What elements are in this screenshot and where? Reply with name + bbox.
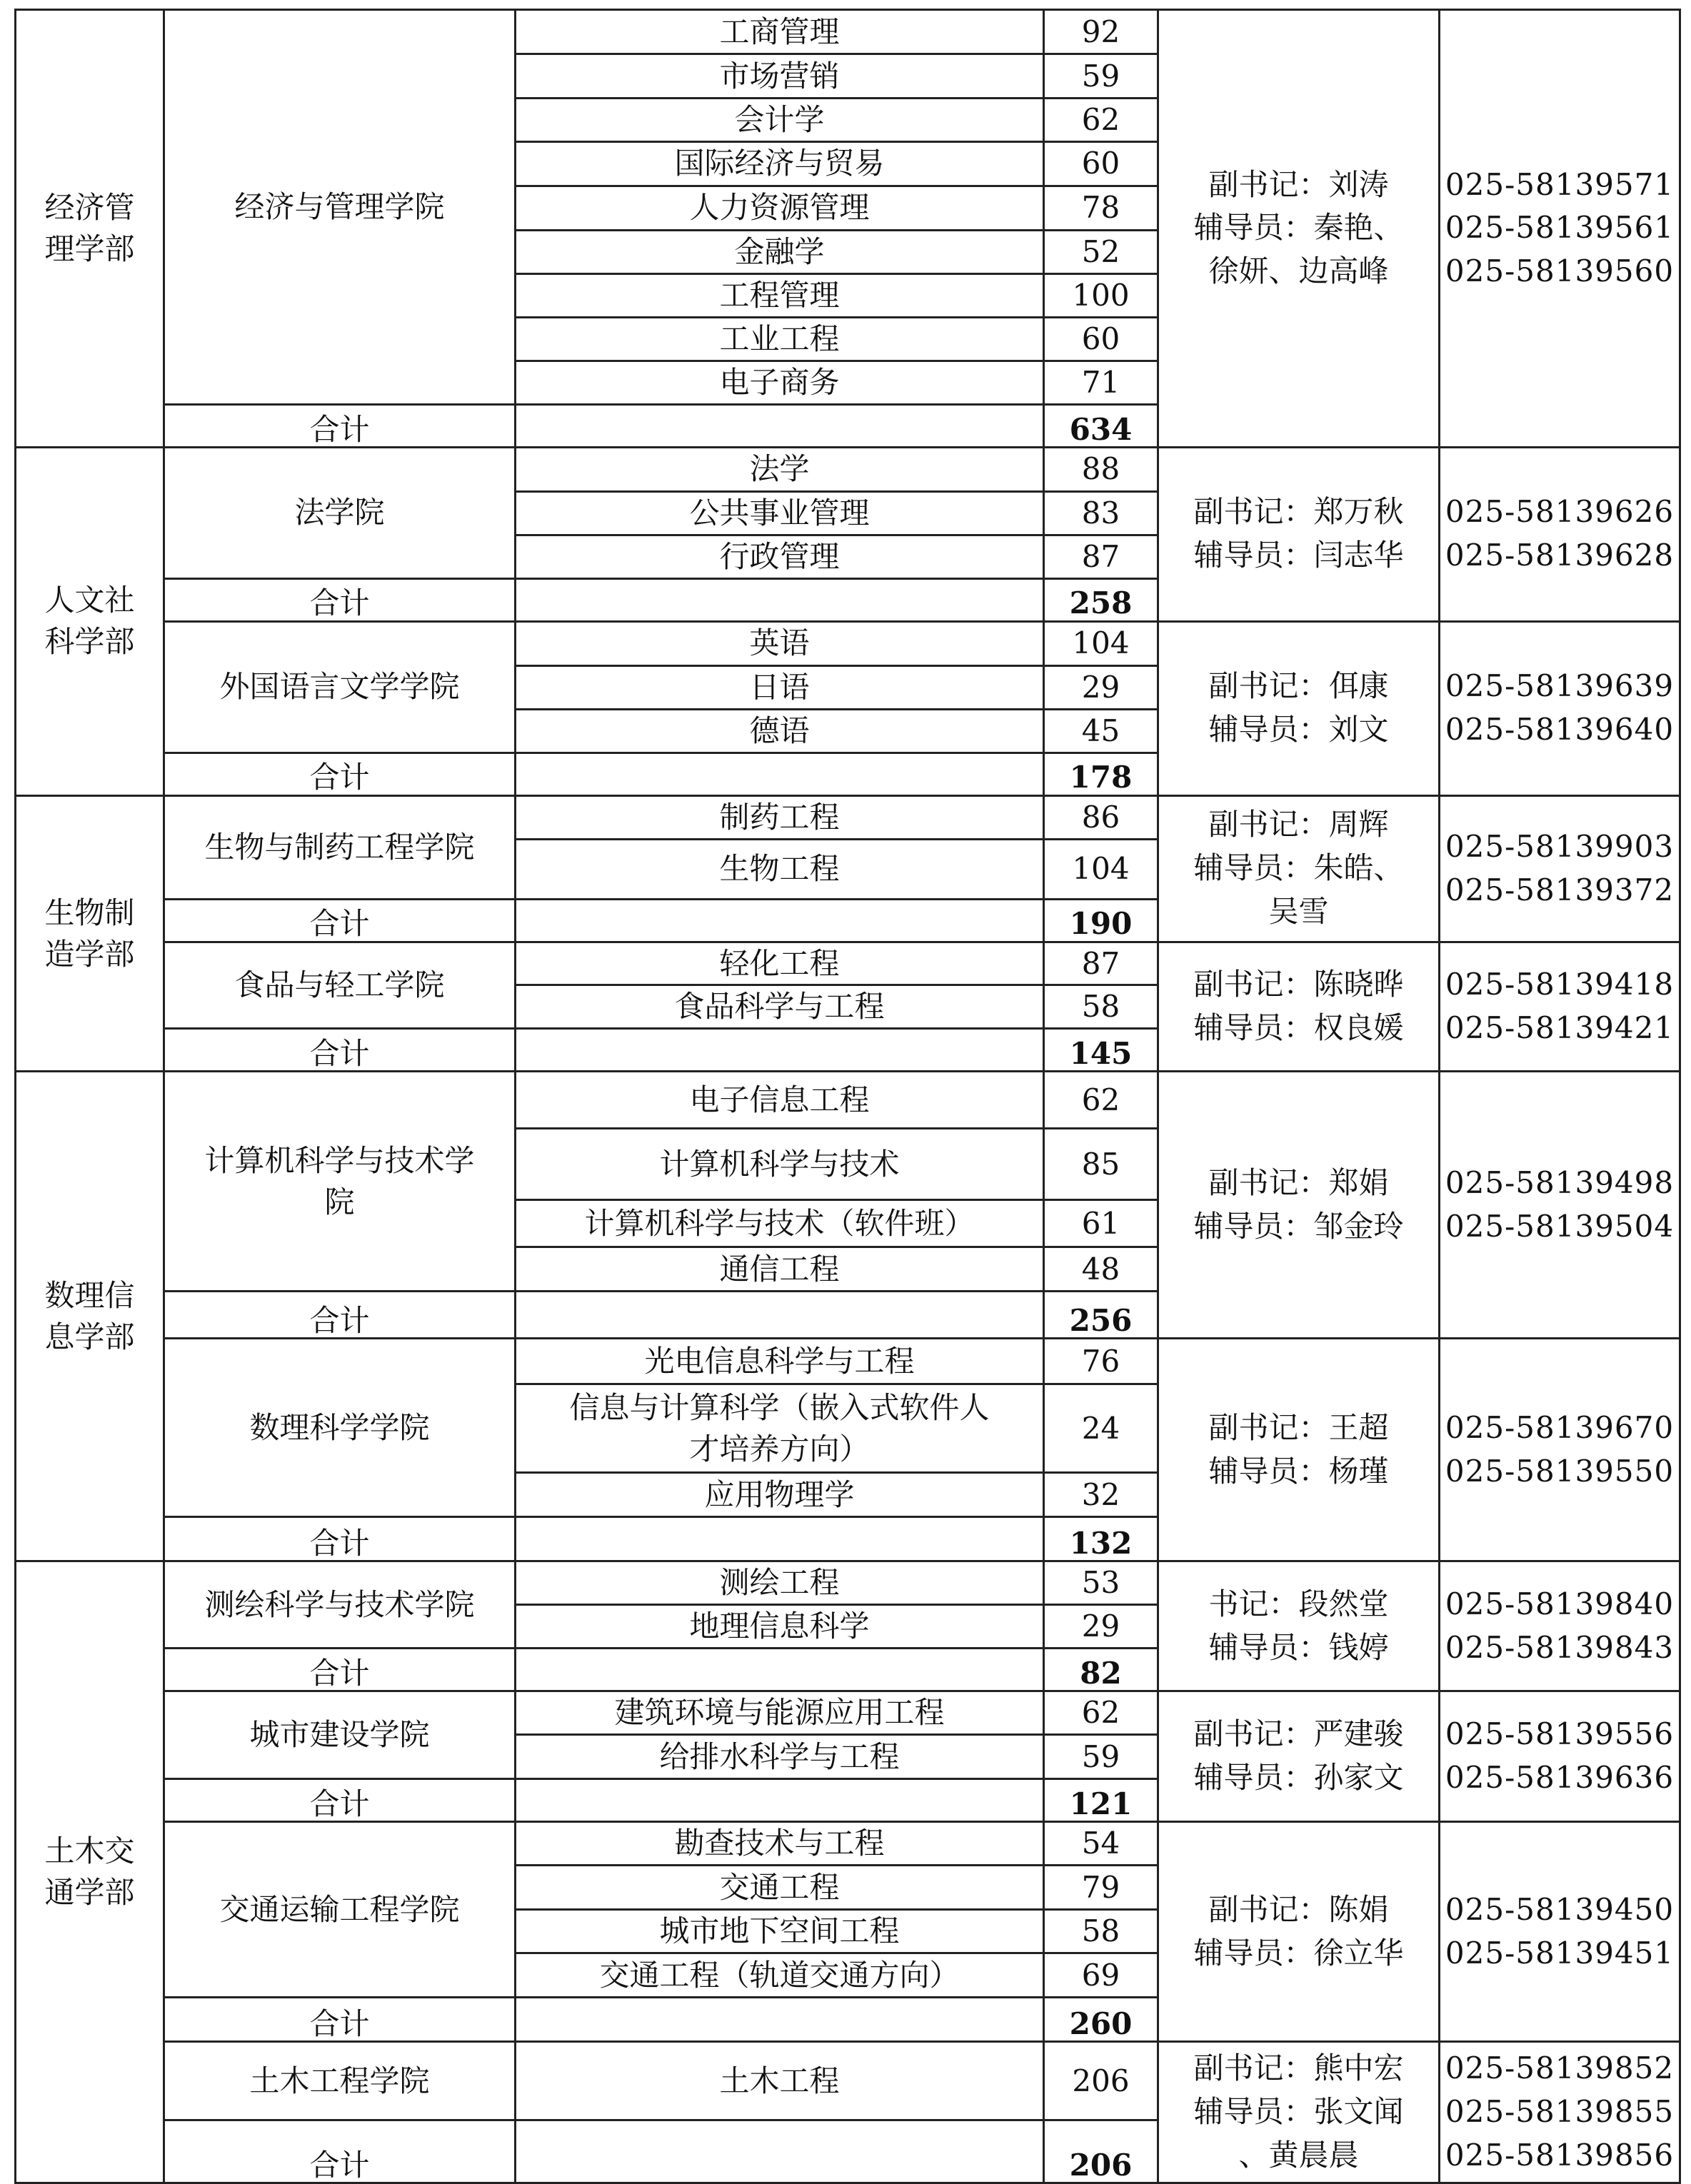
major-name: 给排水科学与工程 xyxy=(659,1738,900,1774)
contact-person: 辅导员：朱皓、 xyxy=(1193,850,1404,886)
major-name: 交通工程（轨道交通方向） xyxy=(599,1957,960,1993)
contact-person: 辅导员：闫志华 xyxy=(1193,538,1404,573)
table-row xyxy=(16,447,1680,491)
major-count: 71 xyxy=(1044,361,1158,404)
total-label: 合计 xyxy=(164,753,516,795)
phone-number: 025-58139856 xyxy=(1445,2138,1675,2173)
total-empty-cell xyxy=(516,753,1044,795)
major-count: 62 xyxy=(1044,99,1158,142)
major-name-cell xyxy=(516,1822,1044,1866)
major-count: 52 xyxy=(1044,230,1158,273)
contact-cell xyxy=(1158,1339,1440,1561)
contact-person: 辅导员：钱婷 xyxy=(1208,1629,1389,1665)
phone-number: 025-58139421 xyxy=(1445,1010,1675,1045)
phone-number: 025-58139670 xyxy=(1445,1410,1675,1446)
contact-cell xyxy=(1158,1072,1440,1339)
contact-person: 副书记：郑万秋 xyxy=(1193,494,1404,530)
college-name-cell xyxy=(164,795,516,899)
college-name: 测绘科学与技术学院 xyxy=(204,1586,475,1622)
major-count: 60 xyxy=(1044,317,1158,361)
table-row xyxy=(16,1072,1680,1129)
major-name: 测绘工程 xyxy=(719,1565,840,1601)
major-name: 金融学 xyxy=(734,233,825,269)
major-count: 85 xyxy=(1044,1129,1158,1200)
contact-person: 辅导员：徐立华 xyxy=(1193,1935,1404,1971)
phone-number: 025-58139504 xyxy=(1445,1208,1675,1244)
college-name-cell xyxy=(164,10,516,405)
phone-number: 025-58139498 xyxy=(1445,1165,1675,1201)
total-count: 190 xyxy=(1044,899,1158,942)
contact-person: 、黄晨晨 xyxy=(1238,2138,1359,2173)
major-name-cell xyxy=(516,2042,1044,2120)
phone-number: 025-58139571 xyxy=(1445,166,1675,202)
major-name: 城市地下空间工程 xyxy=(659,1913,900,1949)
contact-person: 辅导员：权良媛 xyxy=(1193,1010,1404,1045)
phone-number: 025-58139560 xyxy=(1445,253,1675,289)
total-label: 合计 xyxy=(164,1292,516,1339)
total-empty-cell xyxy=(516,899,1044,942)
major-name: 食品科学与工程 xyxy=(674,989,885,1025)
division-name: 数理信 xyxy=(44,1277,135,1313)
major-name-cell xyxy=(516,1691,1044,1735)
major-name-cell xyxy=(516,1561,1044,1605)
contact-cell xyxy=(1158,942,1440,1072)
phone-number: 025-58139626 xyxy=(1445,494,1675,530)
major-name-cell xyxy=(516,1129,1044,1200)
major-name: 光电信息科学与工程 xyxy=(644,1343,915,1379)
college-name: 交通运输工程学院 xyxy=(219,1891,460,1927)
contact-cell xyxy=(1158,795,1440,942)
major-name-cell xyxy=(516,1247,1044,1292)
major-count: 104 xyxy=(1044,621,1158,665)
major-name: 信息与计算科学（嵌入式软件人 xyxy=(569,1389,990,1425)
total-label: 合计 xyxy=(164,2120,516,2183)
total-label: 合计 xyxy=(164,1779,516,1822)
major-count: 88 xyxy=(1044,447,1158,491)
major-name-cell xyxy=(516,141,1044,186)
major-name: 地理信息科学 xyxy=(689,1609,870,1644)
major-name-cell xyxy=(516,1473,1044,1517)
major-name: 才培养方向） xyxy=(689,1431,870,1466)
division-name: 人文社 xyxy=(44,583,135,618)
division-name: 科学部 xyxy=(44,624,135,660)
college-name: 数理科学学院 xyxy=(249,1409,430,1445)
major-name: 德语 xyxy=(749,713,810,748)
major-name-cell xyxy=(516,1735,1044,1779)
major-count: 29 xyxy=(1044,665,1158,709)
contact-person: 书记：段然堂 xyxy=(1208,1586,1389,1621)
major-count: 32 xyxy=(1044,1473,1158,1517)
college-name-cell xyxy=(164,942,516,1029)
major-name-cell xyxy=(516,10,1044,54)
phone-number: 025-58139556 xyxy=(1445,1716,1675,1752)
phone-number: 025-58139840 xyxy=(1445,1586,1675,1621)
phone-cell xyxy=(1440,942,1680,1072)
contact-person: 辅导员：邹金玲 xyxy=(1193,1208,1404,1244)
phone-number: 025-58139628 xyxy=(1445,538,1675,573)
major-name-cell xyxy=(516,273,1044,317)
major-name-cell xyxy=(516,795,1044,839)
college-name: 土木工程学院 xyxy=(249,2063,430,2098)
division-name-cell xyxy=(16,1561,164,2183)
total-count: 121 xyxy=(1044,1779,1158,1822)
major-name: 国际经济与贸易 xyxy=(674,146,885,181)
contact-cell xyxy=(1158,1561,1440,1691)
total-count: 206 xyxy=(1044,2120,1158,2183)
major-name: 工程管理 xyxy=(719,277,840,313)
major-name: 日语 xyxy=(749,669,810,705)
contact-person: 辅导员：秦艳、 xyxy=(1193,210,1404,246)
total-empty-cell xyxy=(516,2120,1044,2183)
total-count: 258 xyxy=(1044,578,1158,621)
major-count: 53 xyxy=(1044,1561,1158,1605)
total-label: 合计 xyxy=(164,1517,516,1561)
college-name-cell xyxy=(164,1822,516,1998)
major-name: 应用物理学 xyxy=(704,1476,855,1512)
major-name-cell xyxy=(516,665,1044,709)
major-name: 法学 xyxy=(749,451,810,487)
contact-person: 辅导员：杨瑾 xyxy=(1208,1453,1389,1489)
major-count: 83 xyxy=(1044,491,1158,535)
total-empty-cell xyxy=(516,1649,1044,1691)
contact-person: 辅导员：张文闻 xyxy=(1193,2094,1404,2130)
college-name-cell xyxy=(164,2042,516,2120)
enrollment-table xyxy=(14,9,1681,2184)
total-empty-cell xyxy=(516,1029,1044,1072)
major-count: 100 xyxy=(1044,273,1158,317)
phone-cell xyxy=(1440,1822,1680,2042)
major-name-cell xyxy=(516,230,1044,273)
contact-cell xyxy=(1158,1691,1440,1822)
major-count: 206 xyxy=(1044,2042,1158,2120)
major-name: 轻化工程 xyxy=(719,945,840,981)
phone-cell xyxy=(1440,1691,1680,1822)
phone-number: 025-58139843 xyxy=(1445,1629,1675,1665)
major-count: 87 xyxy=(1044,942,1158,985)
major-name: 电子商务 xyxy=(719,364,840,400)
major-name: 计算机科学与技术（软件班） xyxy=(584,1205,975,1241)
major-name: 生物工程 xyxy=(719,851,840,887)
major-name: 行政管理 xyxy=(719,538,840,574)
major-name-cell xyxy=(516,361,1044,404)
phone-number: 025-58139855 xyxy=(1445,2094,1675,2130)
contact-person: 副书记：郑娟 xyxy=(1208,1165,1389,1201)
phone-number: 025-58139640 xyxy=(1445,712,1675,748)
major-name: 制药工程 xyxy=(719,799,840,835)
college-name: 计算机科学与技术学 xyxy=(204,1142,475,1178)
college-name-cell xyxy=(164,1561,516,1649)
college-name: 院 xyxy=(324,1184,355,1219)
table-row xyxy=(16,795,1680,839)
total-count: 178 xyxy=(1044,753,1158,795)
total-count: 145 xyxy=(1044,1029,1158,1072)
major-count: 58 xyxy=(1044,1910,1158,1953)
table-row xyxy=(16,1561,1680,1605)
total-empty-cell xyxy=(516,1517,1044,1561)
contact-person: 副书记：刘涛 xyxy=(1208,166,1389,202)
major-name-cell xyxy=(516,839,1044,899)
major-name-cell xyxy=(516,1866,1044,1910)
major-name-cell xyxy=(516,186,1044,230)
phone-cell xyxy=(1440,1072,1680,1339)
college-name: 经济与管理学院 xyxy=(234,188,445,224)
major-name: 交通工程 xyxy=(719,1869,840,1905)
total-count: 132 xyxy=(1044,1517,1158,1561)
major-name-cell xyxy=(516,621,1044,665)
contact-person: 副书记：佴康 xyxy=(1208,668,1389,704)
total-empty-cell xyxy=(516,1292,1044,1339)
major-name: 工业工程 xyxy=(719,321,840,356)
phone-cell xyxy=(1440,2042,1680,2183)
division-name: 土木交 xyxy=(44,1833,135,1869)
major-name-cell xyxy=(516,1072,1044,1129)
table-row xyxy=(16,2042,1680,2120)
division-name: 理学部 xyxy=(44,231,135,266)
major-name-cell xyxy=(516,535,1044,578)
major-count: 59 xyxy=(1044,1735,1158,1779)
college-name-cell xyxy=(164,1339,516,1517)
major-name: 人力资源管理 xyxy=(689,190,870,226)
major-count: 62 xyxy=(1044,1072,1158,1129)
major-count: 69 xyxy=(1044,1953,1158,1998)
major-count: 29 xyxy=(1044,1605,1158,1649)
major-name: 通信工程 xyxy=(719,1251,840,1287)
total-count: 260 xyxy=(1044,1998,1158,2042)
major-name-cell xyxy=(516,1953,1044,1998)
division-name: 息学部 xyxy=(44,1319,135,1354)
major-count: 86 xyxy=(1044,795,1158,839)
phone-number: 025-58139561 xyxy=(1445,210,1675,246)
phone-number: 025-58139451 xyxy=(1445,1935,1675,1971)
total-count: 634 xyxy=(1044,404,1158,447)
phone-number: 025-58139418 xyxy=(1445,967,1675,1002)
phone-number: 025-58139372 xyxy=(1445,872,1675,907)
major-name: 市场营销 xyxy=(719,58,840,94)
major-count: 60 xyxy=(1044,141,1158,186)
college-name-cell xyxy=(164,1691,516,1779)
total-empty-cell xyxy=(516,404,1044,447)
phone-cell xyxy=(1440,621,1680,795)
major-name-cell xyxy=(516,1339,1044,1384)
major-name: 英语 xyxy=(749,625,810,661)
major-name-cell xyxy=(516,942,1044,985)
major-name-cell xyxy=(516,491,1044,535)
contact-person: 徐妍、边高峰 xyxy=(1208,253,1389,289)
college-name: 食品与轻工学院 xyxy=(234,967,445,1002)
phone-cell xyxy=(1440,447,1680,621)
college-name: 法学院 xyxy=(294,495,385,530)
contact-person: 吴雪 xyxy=(1268,894,1329,929)
total-label: 合计 xyxy=(164,578,516,621)
major-name-cell xyxy=(516,1200,1044,1247)
division-name-cell xyxy=(16,795,164,1072)
total-label: 合计 xyxy=(164,1649,516,1691)
major-name: 勘查技术与工程 xyxy=(674,1826,885,1861)
total-count: 82 xyxy=(1044,1649,1158,1691)
contact-person: 副书记：王超 xyxy=(1208,1410,1389,1446)
phone-cell xyxy=(1440,795,1680,942)
contact-person: 辅导员：刘文 xyxy=(1208,712,1389,748)
major-count: 104 xyxy=(1044,839,1158,899)
major-count: 76 xyxy=(1044,1339,1158,1384)
total-label: 合计 xyxy=(164,899,516,942)
major-name: 土木工程 xyxy=(719,2063,840,2098)
major-count: 92 xyxy=(1044,10,1158,54)
major-name-cell xyxy=(516,1384,1044,1473)
contact-cell xyxy=(1158,447,1440,621)
phone-number: 025-58139636 xyxy=(1445,1760,1675,1796)
major-name: 工商管理 xyxy=(719,14,840,49)
total-label: 合计 xyxy=(164,404,516,447)
major-count: 48 xyxy=(1044,1247,1158,1292)
table-row xyxy=(16,1691,1680,1735)
major-count: 61 xyxy=(1044,1200,1158,1247)
major-count: 24 xyxy=(1044,1384,1158,1473)
contact-cell xyxy=(1158,10,1440,448)
major-count: 54 xyxy=(1044,1822,1158,1866)
division-name-cell xyxy=(16,1072,164,1561)
phone-number: 025-58139450 xyxy=(1445,1891,1675,1927)
major-name: 公共事业管理 xyxy=(689,495,870,530)
contact-cell xyxy=(1158,621,1440,795)
major-name-cell xyxy=(516,317,1044,361)
phone-number: 025-58139903 xyxy=(1445,828,1675,864)
major-count: 59 xyxy=(1044,54,1158,99)
division-name: 经济管 xyxy=(44,189,135,225)
contact-person: 副书记：周辉 xyxy=(1208,807,1389,842)
division-name-cell xyxy=(16,447,164,795)
division-name: 通学部 xyxy=(44,1875,135,1911)
total-label: 合计 xyxy=(164,1029,516,1072)
college-name-cell xyxy=(164,621,516,753)
contact-person: 副书记：陈晓晔 xyxy=(1193,967,1404,1002)
table-row xyxy=(16,10,1680,54)
contact-cell xyxy=(1158,2042,1440,2183)
contact-person: 副书记：严建骏 xyxy=(1193,1716,1404,1752)
total-empty-cell xyxy=(516,578,1044,621)
major-count: 87 xyxy=(1044,535,1158,578)
college-name-cell xyxy=(164,1072,516,1292)
division-name: 造学部 xyxy=(44,936,135,972)
major-name-cell xyxy=(516,1605,1044,1649)
phone-cell xyxy=(1440,10,1680,448)
major-name-cell xyxy=(516,709,1044,753)
table-row xyxy=(16,1339,1680,1384)
major-name: 电子信息工程 xyxy=(689,1082,870,1117)
total-empty-cell xyxy=(516,1779,1044,1822)
major-name: 会计学 xyxy=(734,102,825,137)
total-label: 合计 xyxy=(164,1998,516,2042)
major-count: 45 xyxy=(1044,709,1158,753)
division-name: 生物制 xyxy=(44,895,135,930)
major-name-cell xyxy=(516,54,1044,99)
college-name-cell xyxy=(164,447,516,578)
college-name: 外国语言文学学院 xyxy=(219,669,460,705)
total-empty-cell xyxy=(516,1998,1044,2042)
phone-number: 025-58139639 xyxy=(1445,668,1675,704)
contact-person: 副书记：熊中宏 xyxy=(1193,2050,1404,2086)
major-name-cell xyxy=(516,1910,1044,1953)
major-count: 78 xyxy=(1044,186,1158,230)
major-count: 79 xyxy=(1044,1866,1158,1910)
major-name-cell xyxy=(516,985,1044,1029)
table-row xyxy=(16,1822,1680,1866)
division-name-cell xyxy=(16,10,164,448)
major-name-cell xyxy=(516,99,1044,142)
major-count: 58 xyxy=(1044,985,1158,1029)
table-row xyxy=(16,621,1680,665)
major-name: 计算机科学与技术 xyxy=(659,1146,900,1182)
total-count: 256 xyxy=(1044,1292,1158,1339)
major-name-cell xyxy=(516,447,1044,491)
phone-number: 025-58139550 xyxy=(1445,1453,1675,1489)
college-name: 生物与制药工程学院 xyxy=(204,829,475,865)
contact-person: 副书记：陈娟 xyxy=(1208,1891,1389,1927)
college-name: 城市建设学院 xyxy=(249,1717,430,1753)
phone-number: 025-58139852 xyxy=(1445,2050,1675,2086)
table-row xyxy=(16,942,1680,985)
phone-cell xyxy=(1440,1561,1680,1691)
phone-cell xyxy=(1440,1339,1680,1561)
contact-cell xyxy=(1158,1822,1440,2042)
major-count: 62 xyxy=(1044,1691,1158,1735)
major-name: 建筑环境与能源应用工程 xyxy=(614,1695,945,1731)
contact-person: 辅导员：孙家文 xyxy=(1193,1760,1404,1796)
